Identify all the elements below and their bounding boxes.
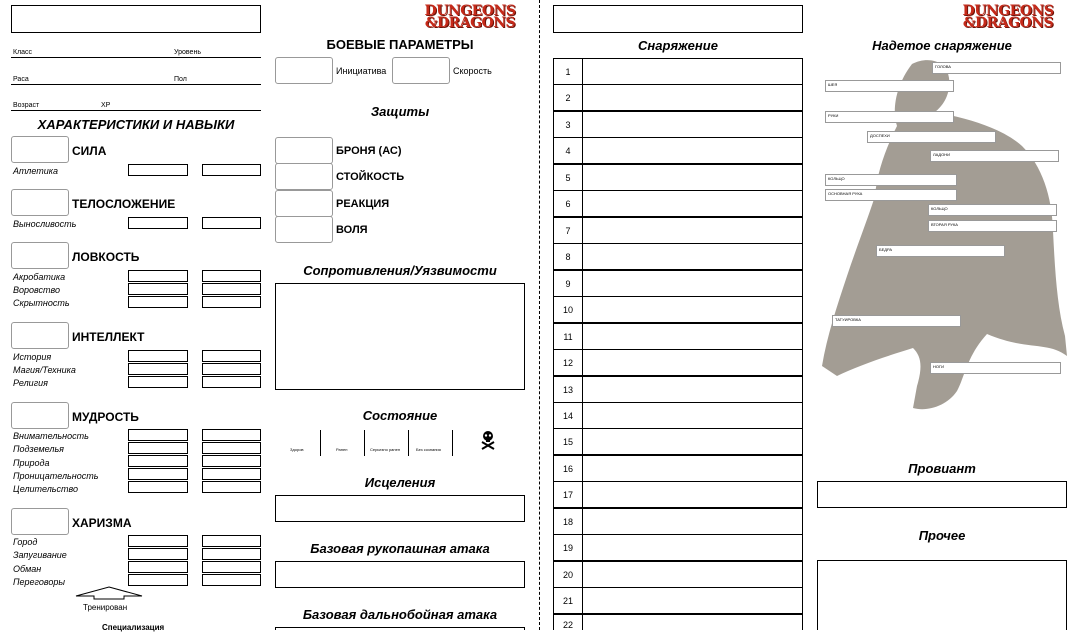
trained-arrow-icon <box>74 586 144 600</box>
wis-score-box[interactable] <box>11 402 69 429</box>
skill-box[interactable] <box>202 164 261 176</box>
skill-box[interactable] <box>128 217 188 229</box>
gear-row[interactable] <box>553 111 803 138</box>
slot-tattoo[interactable]: ТАТУИРОВКА <box>832 315 961 327</box>
condition-divider <box>452 430 453 456</box>
gear-row-number: 3 <box>554 112 583 137</box>
specialization-label: Специализация <box>102 623 165 632</box>
skill-insight: Проницательность <box>13 471 99 481</box>
condition-healthy: Здоров <box>290 447 304 452</box>
skill-diplomacy: Переговоры <box>13 577 66 587</box>
gear-row[interactable] <box>553 402 803 429</box>
gear-row[interactable] <box>553 455 803 482</box>
gear-row-number: 20 <box>554 562 583 587</box>
skill-box[interactable] <box>202 283 261 295</box>
con-score-box[interactable] <box>11 189 69 216</box>
initiative-box[interactable] <box>275 57 333 84</box>
gear-row-number: 10 <box>554 297 583 322</box>
gear-row[interactable] <box>553 481 803 508</box>
condition-divider <box>320 430 321 456</box>
healing-field[interactable] <box>275 495 525 522</box>
skill-box[interactable] <box>202 270 261 282</box>
slot-ring-1[interactable]: КОЛЬЦО <box>825 174 957 186</box>
skill-box[interactable] <box>202 429 261 441</box>
str-name: СИЛА <box>72 144 107 158</box>
gear-row-number: 17 <box>554 482 583 507</box>
skill-heal: Целительство <box>13 484 79 494</box>
skill-perception: Внимательность <box>13 431 89 441</box>
int-score-box[interactable] <box>11 322 69 349</box>
class-label: Класс <box>13 49 33 56</box>
skill-box[interactable] <box>128 429 188 441</box>
melee-field[interactable] <box>275 561 525 588</box>
gear-row[interactable] <box>553 58 803 85</box>
skill-box[interactable] <box>202 363 261 375</box>
skill-box[interactable] <box>202 574 261 586</box>
other-field[interactable] <box>817 560 1067 630</box>
skill-box[interactable] <box>128 548 188 560</box>
class-level-line <box>11 57 261 58</box>
will-box[interactable] <box>275 216 333 243</box>
skill-box[interactable] <box>202 455 261 467</box>
slot-arms[interactable]: РУКИ <box>825 111 954 123</box>
gear-row-number: 18 <box>554 509 583 534</box>
cha-score-box[interactable] <box>11 508 69 535</box>
skill-intimidate: Запугивание <box>13 550 67 560</box>
gender-label: Пол <box>174 76 187 83</box>
fold-line <box>539 0 540 630</box>
resist-title: Сопротивления/Уязвимости <box>303 263 497 278</box>
skill-box[interactable] <box>128 164 188 176</box>
gear-row[interactable] <box>553 137 803 164</box>
gear-row[interactable] <box>553 217 803 244</box>
slot-neck[interactable]: ШЕЯ <box>825 80 954 92</box>
ranged-title: Базовая дальнобойная атака <box>302 607 498 622</box>
skill-box[interactable] <box>202 561 261 573</box>
gear-row-number: 2 <box>554 85 583 110</box>
condition-wounded: Ранен <box>336 447 348 452</box>
gear-row-number: 4 <box>554 138 583 163</box>
gear-row[interactable] <box>553 587 803 614</box>
skill-streetwise: Город <box>13 537 38 547</box>
gear-row[interactable] <box>553 84 803 111</box>
skill-box[interactable] <box>128 481 188 493</box>
skill-box[interactable] <box>202 442 261 454</box>
int-name: ИНТЕЛЛЕКТ <box>72 330 145 344</box>
provisions-title: Провиант <box>908 461 976 476</box>
skill-box[interactable] <box>202 217 261 229</box>
gear-row[interactable] <box>553 190 803 217</box>
gear-title: Снаряжение <box>638 38 718 53</box>
gear-row-number: 15 <box>554 429 583 454</box>
other-title: Прочее <box>918 528 966 543</box>
abilities-title: ХАРАКТЕРИСТИКИ И НАВЫКИ <box>37 117 235 132</box>
skill-box[interactable] <box>128 283 188 295</box>
xp-label: XP <box>101 102 111 109</box>
skill-box[interactable] <box>202 468 261 480</box>
condition-divider <box>364 430 365 456</box>
race-label: Раса <box>13 76 29 83</box>
speed-box[interactable] <box>392 57 450 84</box>
dex-score-box[interactable] <box>11 242 69 269</box>
healing-title: Исцеления <box>364 475 436 490</box>
skill-box[interactable] <box>128 468 188 480</box>
skull-crossbones-icon <box>480 430 496 450</box>
gear-row-number: 5 <box>554 165 583 190</box>
condition-title: Состояние <box>362 408 438 423</box>
ac-label: БРОНЯ (АС) <box>336 145 402 157</box>
skill-dungeoneering: Подземелья <box>13 444 64 454</box>
gear-row[interactable] <box>553 534 803 561</box>
gear-row[interactable] <box>553 428 803 455</box>
gear-header-field[interactable] <box>553 5 803 33</box>
skill-box[interactable] <box>128 270 188 282</box>
slot-armor[interactable]: ДОСПЕХИ <box>867 131 996 143</box>
skill-box[interactable] <box>128 535 188 547</box>
skill-box[interactable] <box>202 376 261 388</box>
level-label: Уровень <box>174 49 201 56</box>
skill-box[interactable] <box>128 561 188 573</box>
gear-row[interactable] <box>553 270 803 297</box>
resist-field[interactable] <box>275 283 525 390</box>
age-label: Возраст <box>13 102 40 109</box>
con-name: ТЕЛОСЛОЖЕНИЕ <box>72 197 176 211</box>
slot-ring-2[interactable]: КОЛЬЦО <box>928 204 1057 216</box>
gear-row-number: 12 <box>554 350 583 375</box>
skill-nature: Природа <box>13 458 50 468</box>
trained-label: Тренирован <box>83 603 128 612</box>
gear-row[interactable] <box>553 296 803 323</box>
skill-box[interactable] <box>128 376 188 388</box>
skill-acrobatics: Акробатика <box>13 272 66 282</box>
skill-endurance: Выносливость <box>13 219 77 229</box>
dnd-logo: DUNGEONS &DRAGONS <box>962 3 1054 31</box>
slot-main-hand[interactable]: ОСНОВНАЯ РУКА <box>825 189 957 201</box>
gear-row-number: 21 <box>554 588 583 613</box>
condition-unconscious: Без сознания <box>416 447 441 452</box>
skill-thievery: Воровство <box>13 285 61 295</box>
race-gender-line <box>11 84 261 85</box>
initiative-label: Инициатива <box>336 66 387 76</box>
condition-seriously-wounded: Серьезно ранен <box>370 447 401 452</box>
melee-title: Базовая рукопашная атака <box>310 541 490 556</box>
skill-box[interactable] <box>128 296 188 308</box>
character-name-field[interactable] <box>11 5 261 33</box>
str-score-box[interactable] <box>11 136 69 163</box>
dnd-logo: DUNGEONS &DRAGONS <box>424 3 516 31</box>
gear-row[interactable] <box>553 508 803 535</box>
gear-row-number: 13 <box>554 377 583 402</box>
skill-history: История <box>13 352 52 362</box>
skill-box[interactable] <box>128 363 188 375</box>
slot-feet[interactable]: НОГИ <box>930 362 1061 374</box>
skill-box[interactable] <box>202 481 261 493</box>
gear-row-number: 1 <box>554 59 583 84</box>
gear-row[interactable] <box>553 164 803 191</box>
gear-row-number: 11 <box>554 324 583 349</box>
provisions-field[interactable] <box>817 481 1067 508</box>
skill-box[interactable] <box>202 548 261 560</box>
gear-row-number: 8 <box>554 244 583 269</box>
reflex-box[interactable] <box>275 190 333 217</box>
gear-row-number: 7 <box>554 218 583 243</box>
gear-row[interactable] <box>553 243 803 270</box>
gear-row-number: 9 <box>554 271 583 296</box>
skill-box[interactable] <box>202 296 261 308</box>
gear-row[interactable] <box>553 349 803 376</box>
skill-box[interactable] <box>128 350 188 362</box>
gear-row-number: 16 <box>554 456 583 481</box>
skill-religion: Религия <box>13 378 48 388</box>
skill-athletics: Атлетика <box>13 166 59 176</box>
slot-head[interactable]: ГОЛОВА <box>932 62 1061 74</box>
skill-box[interactable] <box>202 535 261 547</box>
gear-row[interactable] <box>553 323 803 350</box>
skill-box[interactable] <box>202 350 261 362</box>
wis-name: МУДРОСТЬ <box>72 410 139 424</box>
fortitude-label: СТОЙКОСТЬ <box>336 171 405 183</box>
dex-name: ЛОВКОСТЬ <box>72 250 140 264</box>
worn-title: Надетое снаряжение <box>872 38 1012 53</box>
reflex-label: РЕАКЦИЯ <box>336 198 390 210</box>
speed-label: Скорость <box>453 66 492 76</box>
skill-stealth: Скрытность <box>13 298 70 308</box>
gear-row-number: 14 <box>554 403 583 428</box>
gear-row-number: 6 <box>554 191 583 216</box>
fortitude-box[interactable] <box>275 163 333 190</box>
skill-arcana: Магия/Техника <box>13 365 76 375</box>
cha-name: ХАРИЗМА <box>72 516 132 530</box>
skill-bluff: Обман <box>13 564 42 574</box>
skill-box[interactable] <box>128 574 188 586</box>
skill-box[interactable] <box>128 455 188 467</box>
gear-row[interactable] <box>553 614 803 630</box>
combat-title: БОЕВЫЕ ПАРАМЕТРЫ <box>326 37 474 52</box>
gear-row-number: 22 <box>554 615 583 630</box>
will-label: ВОЛЯ <box>336 224 368 236</box>
skill-box[interactable] <box>128 442 188 454</box>
defenses-title: Защиты <box>370 104 430 119</box>
ac-box[interactable] <box>275 137 333 164</box>
slot-waist[interactable]: БЕДРА <box>876 245 1005 257</box>
slot-hands[interactable]: ЛАДОНИ <box>930 150 1059 162</box>
gear-row[interactable] <box>553 561 803 588</box>
age-xp-line <box>11 110 261 111</box>
gear-row-number: 19 <box>554 535 583 560</box>
gear-row[interactable] <box>553 376 803 403</box>
slot-off-hand[interactable]: ВТОРАЯ РУКА <box>928 220 1057 232</box>
condition-divider <box>408 430 409 456</box>
